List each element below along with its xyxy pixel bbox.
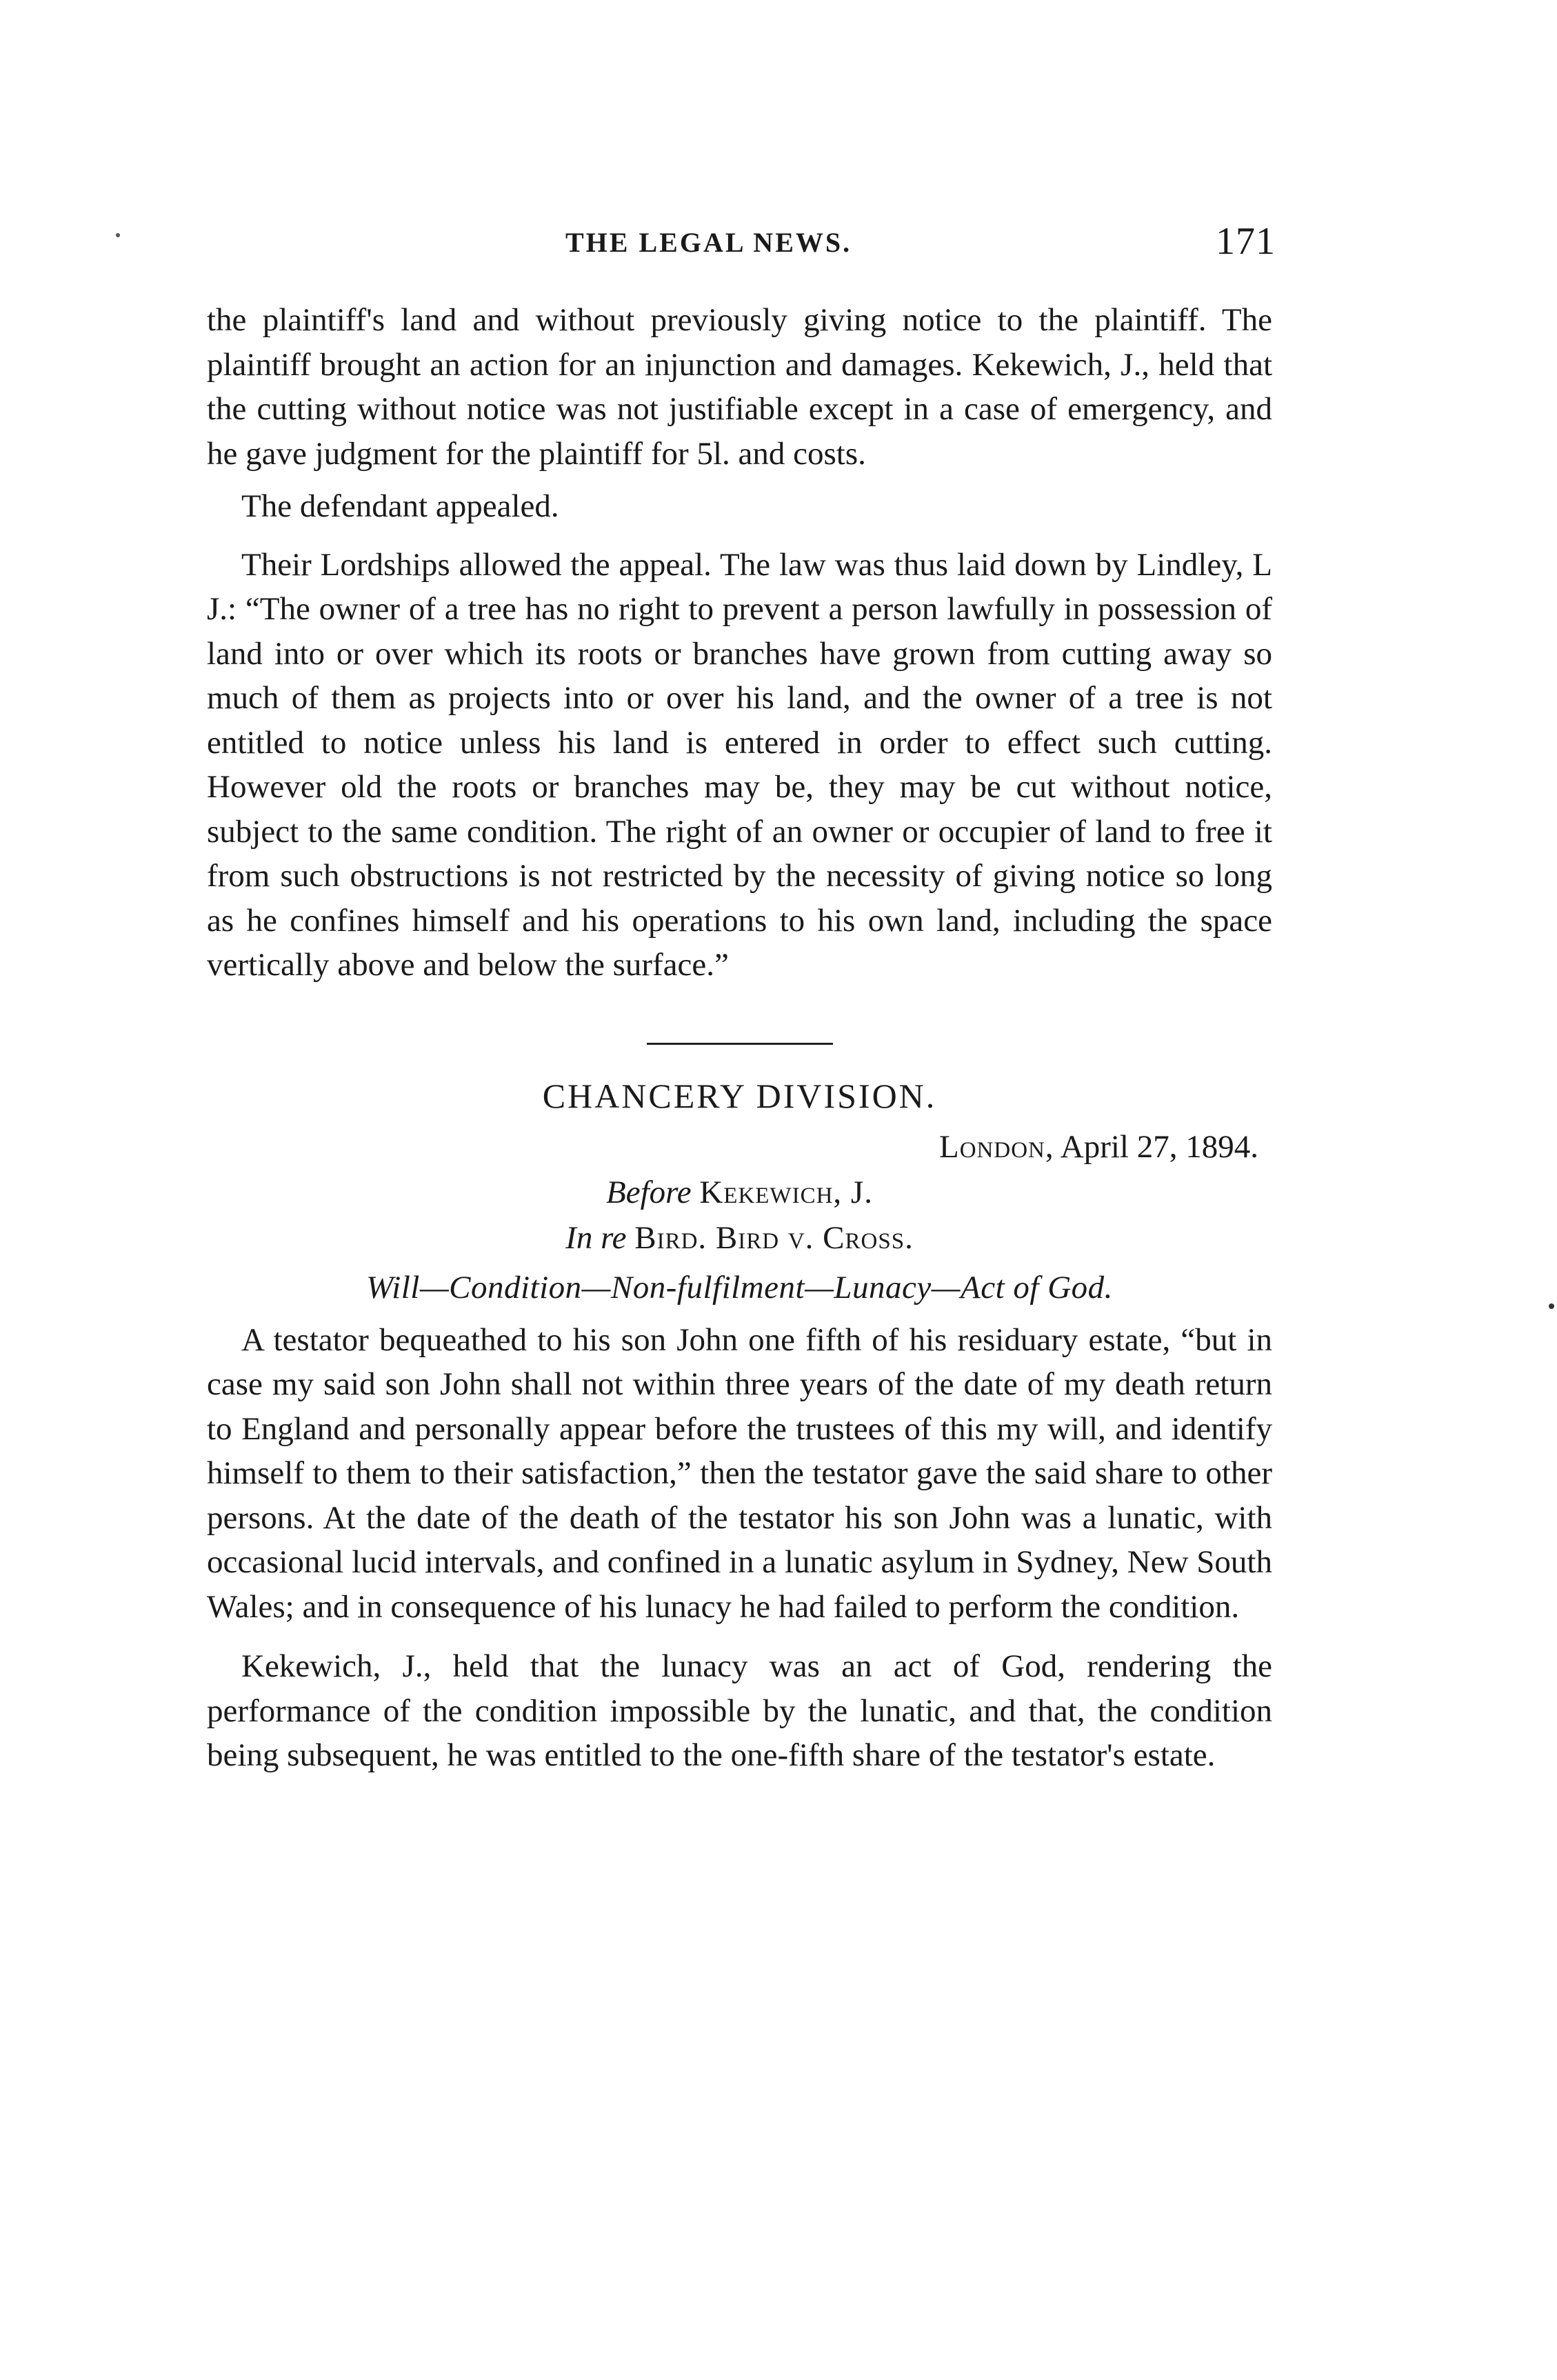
- page-header: [207, 219, 1276, 274]
- before-line: [207, 1170, 1272, 1214]
- case-title: [207, 1216, 1272, 1260]
- paragraph-appeal: The defendant appealed.: [241, 488, 559, 524]
- running-head: THE LEGAL NEWS.: [565, 227, 852, 258]
- dateline-date: April 27, 1894.: [1060, 1128, 1258, 1165]
- scan-speck: [116, 233, 120, 237]
- text-column: [207, 298, 1272, 1778]
- in-re-label: In re: [565, 1219, 627, 1256]
- dateline-place: London,: [938, 1128, 1054, 1165]
- page-number: 171: [1216, 220, 1276, 263]
- catchwords: Will—Condition—Non-fulfilment—Lunacy—Act of God.: [366, 1269, 1113, 1306]
- paragraph-continued: the plaintiff's land and without previously giving notice to the plaintiff. The plaintiff brought an action for an injunction and damages. Kekewich, J., held that the cutting without notice was not justifiable except in a case of emergency, and he gave judgment for the plaintiff for 5l. and costs.: [207, 302, 1272, 472]
- paragraph-judgment: Their Lordships allowed the appeal. The law was thus laid down by Lindley, L J.: “The owner of a tree has no right to prevent a person lawfully in possession of land into or over which its roots or branches have grown from cutting away so much of them as projects into or over his land, and the owner of a tree is not entitled to notice unless his land is entered in order to effect such cutting. However old the roots or branches may be, they may be cut without notice, subject to the same condition. The right of an owner or occupier of land to free it from such obstructions is not restricted by the necessity of giving notice so long as he confines himself and his operations to his own land, including the space vertically above and below the surface.”: [207, 546, 1272, 983]
- scan-speck: [1549, 1303, 1554, 1309]
- case-name: Bird. Bird v. Cross.: [634, 1219, 914, 1256]
- before-label: Before: [606, 1174, 692, 1210]
- judge-name: Kekewich, J.: [699, 1174, 873, 1210]
- paragraph-holding: Kekewich, J., held that the lunacy was an act of God, rendering the performance of the condition impossible by the lunatic, and that, the condition being subsequent, he was entitled to the one-fifth share of the testator's estate.: [207, 1648, 1272, 1773]
- section-divider: [647, 1043, 833, 1045]
- section-heading: CHANCERY DIVISION.: [542, 1076, 937, 1115]
- paragraph-facts: A testator bequeathed to his son John one fifth of his residuary estate, “but in case my said son John shall not within three years of the date of my death return to England and personally appear before the trustees of this my will, and identify himself to them to their satisfaction,” then the testator gave the said share to other persons. At the date of the death of the testator his son John was a lunatic, with occasional lucid intervals, and confined in a lunatic asylum in Sydney, New South Wales; and in consequence of his lunacy he had failed to perform the condition.: [207, 1321, 1272, 1625]
- dateline: [207, 1125, 1272, 1169]
